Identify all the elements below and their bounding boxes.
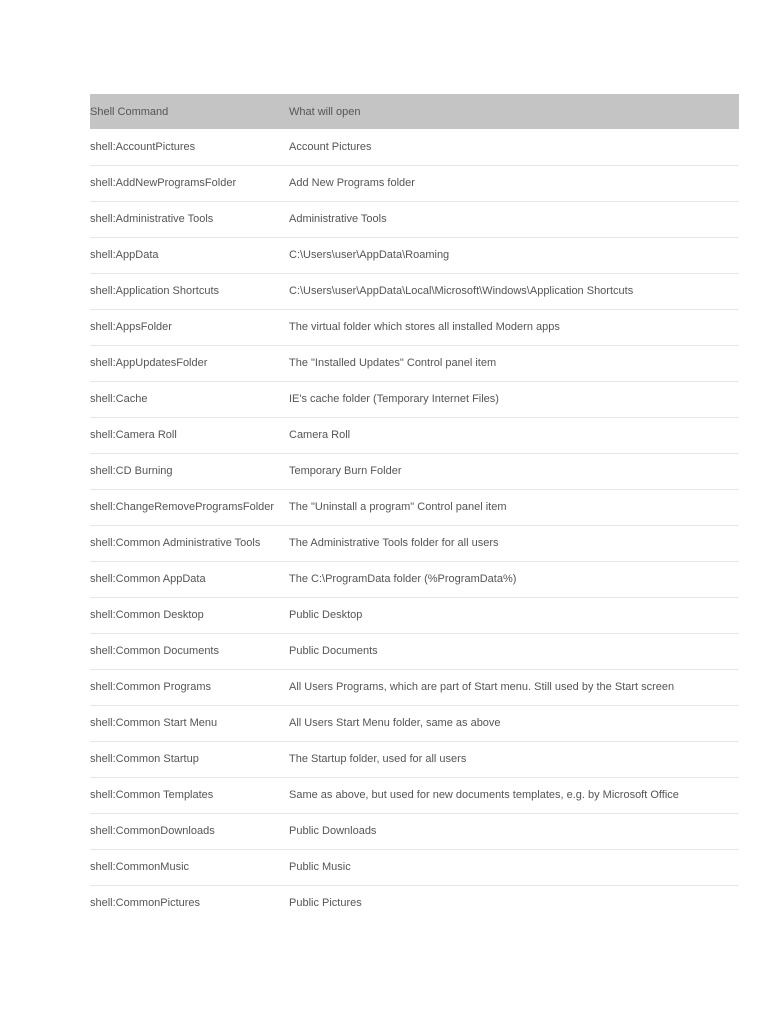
shell-command-cell: shell:AccountPictures xyxy=(90,140,196,153)
what-will-open-cell: All Users Start Menu folder, same as above xyxy=(289,717,501,729)
what-will-open-cell: Add New Programs folder xyxy=(289,177,415,189)
what-will-open-cell: Public Downloads xyxy=(289,825,377,837)
table-row xyxy=(90,597,739,633)
what-will-open-cell: Camera Roll xyxy=(289,429,351,441)
table-row xyxy=(90,129,739,165)
what-will-open-cell: The C:\ProgramData folder (%ProgramData%) xyxy=(289,573,517,585)
what-will-open-cell: The "Uninstall a program" Control panel item xyxy=(289,501,507,513)
what-will-open-cell: Public Pictures xyxy=(289,897,362,910)
table-row xyxy=(90,849,739,885)
shell-command-cell: shell:Common Startup xyxy=(90,753,199,765)
shell-command-cell: shell:CD Burning xyxy=(90,465,173,477)
what-will-open-cell: All Users Programs, which are part of Start menu. Still used by the Start screen xyxy=(289,681,675,693)
what-will-open-cell: Public Music xyxy=(289,861,351,873)
table-row xyxy=(90,633,739,669)
table-header xyxy=(90,94,739,129)
what-will-open-cell: Administrative Tools xyxy=(289,213,387,225)
what-will-open-cell: C:\Users\user\AppData\Local\Microsoft\Windows\Application Shortcuts xyxy=(289,285,634,297)
what-will-open-cell: IE's cache folder (Temporary Internet Files) xyxy=(289,393,499,405)
what-will-open-cell: The virtual folder which stores all installed Modern apps xyxy=(289,321,560,333)
shell-command-cell: shell:ChangeRemoveProgramsFolder xyxy=(90,501,275,513)
table-row xyxy=(90,165,739,201)
what-will-open-cell: Temporary Burn Folder xyxy=(289,465,402,477)
what-will-open-cell: Public Desktop xyxy=(289,609,363,621)
table-row xyxy=(90,561,739,597)
shell-command-cell: shell:AppUpdatesFolder xyxy=(90,357,208,369)
shell-command-cell: shell:Common AppData xyxy=(90,573,206,585)
what-will-open-cell: Same as above, but used for new documents templates, e.g. by Microsoft Office xyxy=(289,789,679,801)
table-row xyxy=(90,813,739,849)
shell-commands-table xyxy=(90,94,739,921)
what-will-open-cell: The "Installed Updates" Control panel item xyxy=(289,357,497,369)
shell-command-cell: shell:CommonDownloads xyxy=(90,825,215,837)
shell-command-cell: shell:AppData xyxy=(90,249,159,261)
table-row xyxy=(90,525,739,561)
shell-command-cell: shell:AppsFolder xyxy=(90,321,172,333)
column-header-what-will-open: What will open xyxy=(289,105,361,118)
table-row xyxy=(90,885,739,921)
shell-command-cell: shell:Common Administrative Tools xyxy=(90,537,261,549)
table-row xyxy=(90,273,739,309)
what-will-open-cell: The Administrative Tools folder for all users xyxy=(289,537,499,549)
table-header-row xyxy=(90,94,739,129)
table-row xyxy=(90,453,739,489)
table-row xyxy=(90,345,739,381)
table-row xyxy=(90,417,739,453)
what-will-open-cell: The Startup folder, used for all users xyxy=(289,753,467,765)
shell-command-cell: shell:Common Start Menu xyxy=(90,717,218,729)
shell-command-cell: shell:Common Documents xyxy=(90,645,219,657)
shell-command-cell: shell:Common Templates xyxy=(90,789,214,801)
shell-command-cell: shell:CommonPictures xyxy=(90,897,201,910)
table-row xyxy=(90,489,739,525)
what-will-open-cell: Public Documents xyxy=(289,645,378,657)
table-body xyxy=(90,129,739,921)
table-row xyxy=(90,741,739,777)
table-row xyxy=(90,669,739,705)
shell-command-cell: shell:Camera Roll xyxy=(90,429,177,441)
shell-command-cell: shell:Application Shortcuts xyxy=(90,285,220,297)
shell-command-cell: shell:AddNewProgramsFolder xyxy=(90,177,237,189)
table-row xyxy=(90,201,739,237)
table-row xyxy=(90,777,739,813)
table-row xyxy=(90,705,739,741)
table-row xyxy=(90,237,739,273)
shell-command-cell: shell:Common Programs xyxy=(90,681,212,693)
what-will-open-cell: Account Pictures xyxy=(289,140,372,153)
shell-command-cell: shell:Administrative Tools xyxy=(90,213,214,225)
shell-command-cell: shell:Cache xyxy=(90,393,148,405)
column-header-shell-command: Shell Command xyxy=(90,105,169,118)
shell-command-cell: shell:Common Desktop xyxy=(90,609,204,621)
shell-command-cell: shell:CommonMusic xyxy=(90,861,190,873)
shell-commands-table-container xyxy=(90,94,739,921)
what-will-open-cell: C:\Users\user\AppData\Roaming xyxy=(289,249,450,261)
table-row xyxy=(90,309,739,345)
table-row xyxy=(90,381,739,417)
